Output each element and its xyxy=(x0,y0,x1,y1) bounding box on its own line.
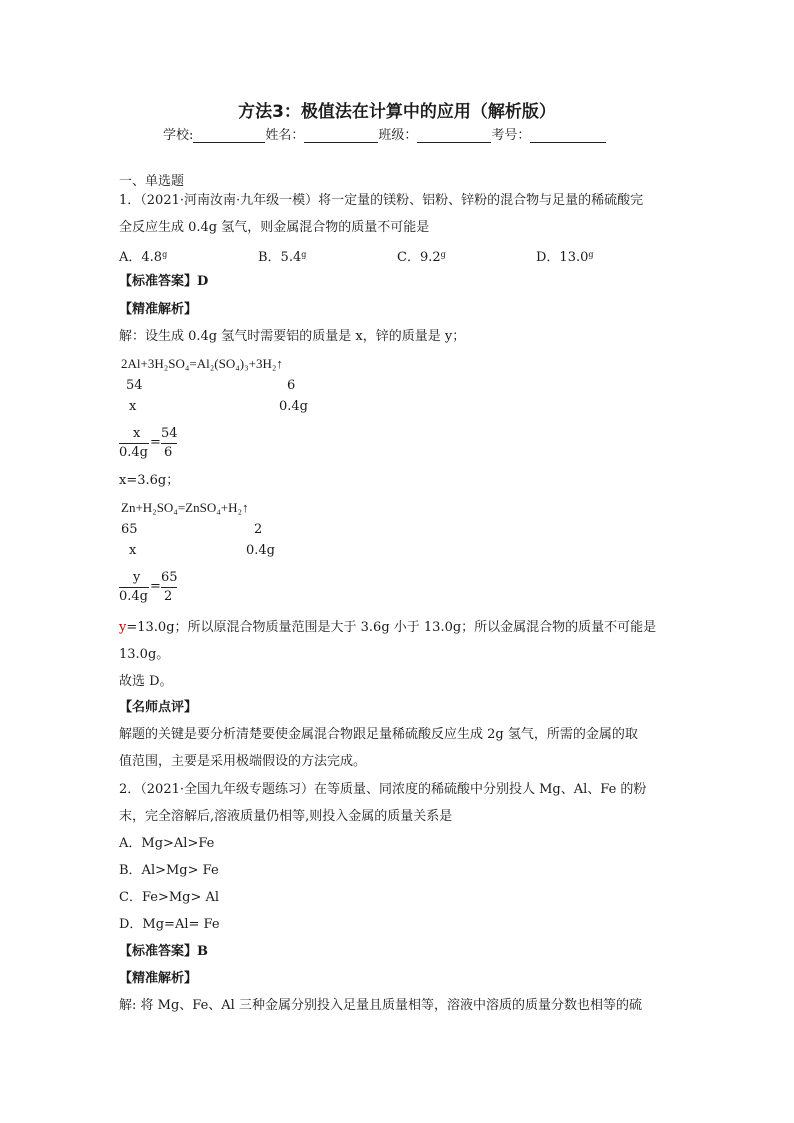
q1-option-d[interactable]: D．13.0$^g$ xyxy=(536,250,594,265)
result-x: x=3.6g； xyxy=(119,473,180,488)
q2-option-b[interactable]: B．Al>Mg> Fe xyxy=(119,863,219,878)
proportion-zn-den-left: 0.4g xyxy=(119,589,148,604)
equation-al: 2Al+3H₂SO₄=Al₂(SO₄)₃+3H₂↑ xyxy=(121,356,283,371)
eq-al-unknown: x xyxy=(129,399,137,414)
page-title: 方法3：极值法在计算中的应用（解析版） xyxy=(238,102,556,122)
eq-al-h2-value: 0.4g xyxy=(279,399,308,414)
proportion-al-num-right: 54 xyxy=(161,426,178,441)
proportion-al-den-left: 0.4g xyxy=(119,445,148,460)
q2-option-a[interactable]: A．Mg>Al>Fe xyxy=(119,836,215,851)
q1-option-a[interactable]: A．4.8$^g$ xyxy=(119,250,168,265)
school-blank[interactable] xyxy=(193,129,265,143)
q2-option-c[interactable]: C．Fe>Mg> Al xyxy=(119,890,220,905)
q1-option-b[interactable]: B．5.4$^g$ xyxy=(258,250,307,265)
class-label: 班级： xyxy=(378,128,418,143)
proportion-zn: y 0.4g = 65 2 xyxy=(119,570,178,604)
q1-stem-line-1: 1．（2021·河南汝南·九年级一模）将一定量的镁粉、铝粉、锌粉的混合物与足量的稀硫酸完 xyxy=(119,193,644,208)
q2-analysis-label: 【精准解析】 xyxy=(119,971,198,986)
q2-solution-intro: 解: 将 Mg、Fe、Al 三种金属分别投入足量且质量相等，溶液中溶质的质量分数也相等的硫 xyxy=(119,998,642,1013)
school-label: 学校: xyxy=(163,128,194,143)
q1-stem-line-2: 全反应生成 0.4g 氢气，则金属混合物的质量不可能是 xyxy=(119,220,430,235)
q2-answer: 【标准答案】B xyxy=(119,944,208,959)
eq-zn-mass-h2: 2 xyxy=(254,522,263,537)
q1-conclusion: 故选 D。 xyxy=(119,674,173,689)
proportion-al-den-right: 6 xyxy=(164,445,173,460)
eq-al-mass-h2: 6 xyxy=(287,378,296,393)
name-label: 姓名： xyxy=(265,128,305,143)
eq-zn-unknown: x xyxy=(129,543,137,558)
equation-zn: Zn+H₂SO₄=ZnSO₄+H₂↑ xyxy=(121,500,249,515)
proportion-zn-num-right: 65 xyxy=(161,570,178,585)
eq-zn-mass-zn: 65 xyxy=(121,522,138,537)
q2-stem-line-2: 末，完全溶解后,溶液质量仍相等,则投入金属的质量关系是 xyxy=(119,809,453,824)
proportion-al: x 0.4g = 54 6 xyxy=(119,426,178,460)
exam-no-blank[interactable] xyxy=(530,129,606,143)
q1-comment-line-1: 解题的关键是要分析清楚要使金属混合物跟足量稀硫酸反应生成 2g 氢气，所需的金属的取 xyxy=(119,727,638,742)
exam-no-label: 考号： xyxy=(491,128,531,143)
q1-comment-label: 【名师点评】 xyxy=(119,700,198,715)
q2-option-d[interactable]: D．Mg=Al= Fe xyxy=(119,917,220,932)
q2-stem-line-1: 2．（2021·全国九年级专题练习）在等质量、同浓度的稀硫酸中分别投人 Mg、Al、Fe 的粉 xyxy=(119,782,647,797)
q1-comment-line-2: 值范围，主要是采用极端假设的方法完成。 xyxy=(119,754,367,769)
eq-zn-h2-value: 0.4g xyxy=(246,543,275,558)
q1-solution-intro: 解：设生成 0.4g 氢气时需要铝的质量是 x，锌的质量是 y； xyxy=(119,329,466,344)
proportion-zn-num-left: y xyxy=(133,570,141,585)
result-y-line-1: y=13.0g；所以原混合物质量范围是大于 3.6g 小于 13.0g；所以金属混合物的质量不可能是 xyxy=(119,620,657,635)
q1-analysis-label: 【精准解析】 xyxy=(119,302,198,317)
name-blank[interactable] xyxy=(304,129,378,143)
proportion-al-num-left: x xyxy=(133,426,141,441)
class-blank[interactable] xyxy=(417,129,491,143)
result-y-line-2: 13.0g。 xyxy=(119,647,170,662)
eq-al-mass-al: 54 xyxy=(126,378,143,393)
section-heading: 一、单选题 xyxy=(119,174,185,189)
proportion-zn-den-right: 2 xyxy=(164,589,173,604)
q1-answer: 【标准答案】D xyxy=(119,274,209,289)
q1-option-c[interactable]: C．9.2$^g$ xyxy=(397,250,446,265)
student-info-line xyxy=(163,124,606,143)
